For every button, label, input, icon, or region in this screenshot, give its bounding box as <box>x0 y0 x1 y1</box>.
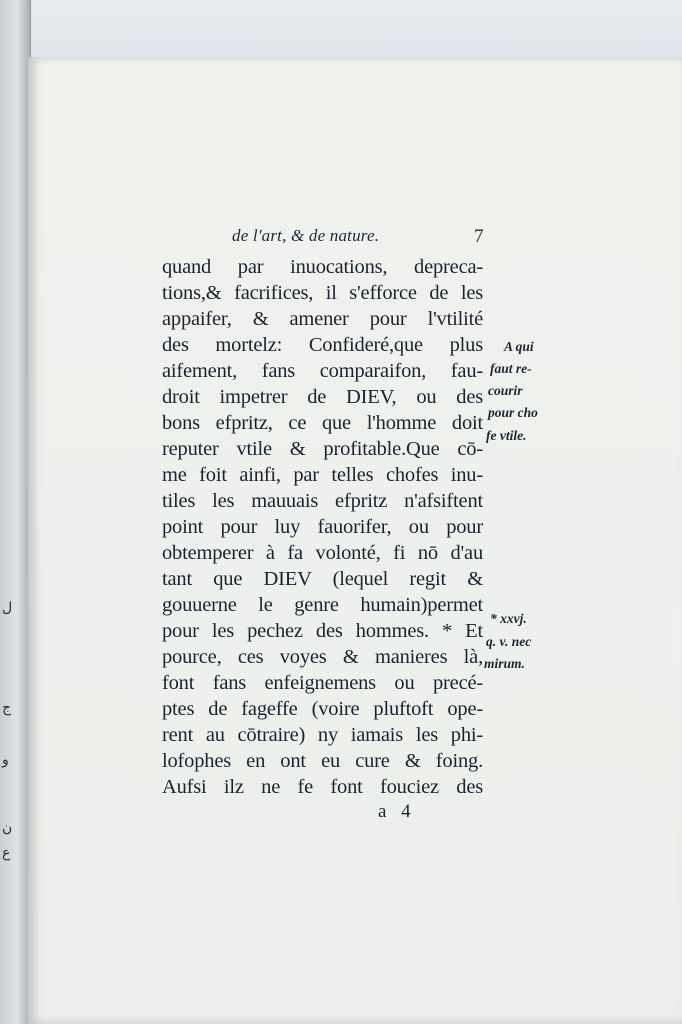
text-line: aifement, fans comparaifon, fau- <box>162 360 483 382</box>
text-line: ptes de fageffe (voire pluftoft ope- <box>162 698 483 720</box>
text-line: pour les pechez des hommes. * Et <box>162 620 483 642</box>
text-line: tant que DIEV (lequel regit & <box>162 568 483 590</box>
text-line: reputer vtile & profitable.Que cō- <box>162 438 483 460</box>
marginal-note: courir <box>488 383 523 398</box>
marginal-note: fe vtile. <box>486 428 527 443</box>
facing-page-glyph: ع <box>2 845 11 861</box>
text-line: me foit ainfi, par telles chofes inu- <box>162 464 483 486</box>
text-line: tions,& facrifices, il s'efforce de les <box>162 282 483 304</box>
text-line: Aufsi ilz ne fe font fouciez des <box>162 776 483 798</box>
marginal-note: mirum. <box>484 656 525 671</box>
text-line: lofophes en ont eu cure & foing. <box>162 750 483 772</box>
facing-page-glyph: ل <box>2 600 13 616</box>
facing-page-glyph: ج <box>2 700 12 716</box>
book-page <box>28 57 682 1024</box>
facing-page-glyph: و <box>2 752 9 768</box>
text-line: des mortelz: Confideré,que plus <box>162 334 483 356</box>
running-head: de l'art, & de nature. <box>232 226 380 245</box>
text-line: font fans enfeignemens ou precé- <box>162 672 483 694</box>
facing-page-glyph: ن <box>2 820 13 836</box>
background-surface <box>0 0 682 60</box>
marginal-note: pour cho <box>488 405 538 420</box>
facing-page-edge <box>0 0 31 1024</box>
marginal-note: * xxvj. <box>490 611 527 626</box>
text-line: droit impetrer de DIEV, ou des <box>162 386 483 408</box>
marginal-note: A qui <box>504 339 534 354</box>
text-line: bons efpritz, ce que l'homme doit <box>162 412 483 434</box>
signature-mark: a 4 <box>378 801 411 822</box>
page-number: 7 <box>474 226 484 247</box>
text-line: point pour luy fauorifer, ou pour <box>162 516 483 538</box>
marginal-note: faut re- <box>490 361 532 376</box>
text-line: gouuerne le genre humain)permet <box>162 594 483 616</box>
text-line: quand par inuocations, depreca- <box>162 256 483 278</box>
text-line: pource, ces voyes & manieres là, <box>162 646 483 668</box>
text-line: tiles les mauuais efpritz n'afsiftent <box>162 490 483 512</box>
text-line: obtemperer à fa volonté, fi nō d'au <box>162 542 483 564</box>
marginal-note: q. v. nec <box>486 634 532 649</box>
text-line: appaifer, & amener pour l'vtilité <box>162 308 483 330</box>
text-line: rent au cōtraire) ny iamais les phi- <box>162 724 483 746</box>
